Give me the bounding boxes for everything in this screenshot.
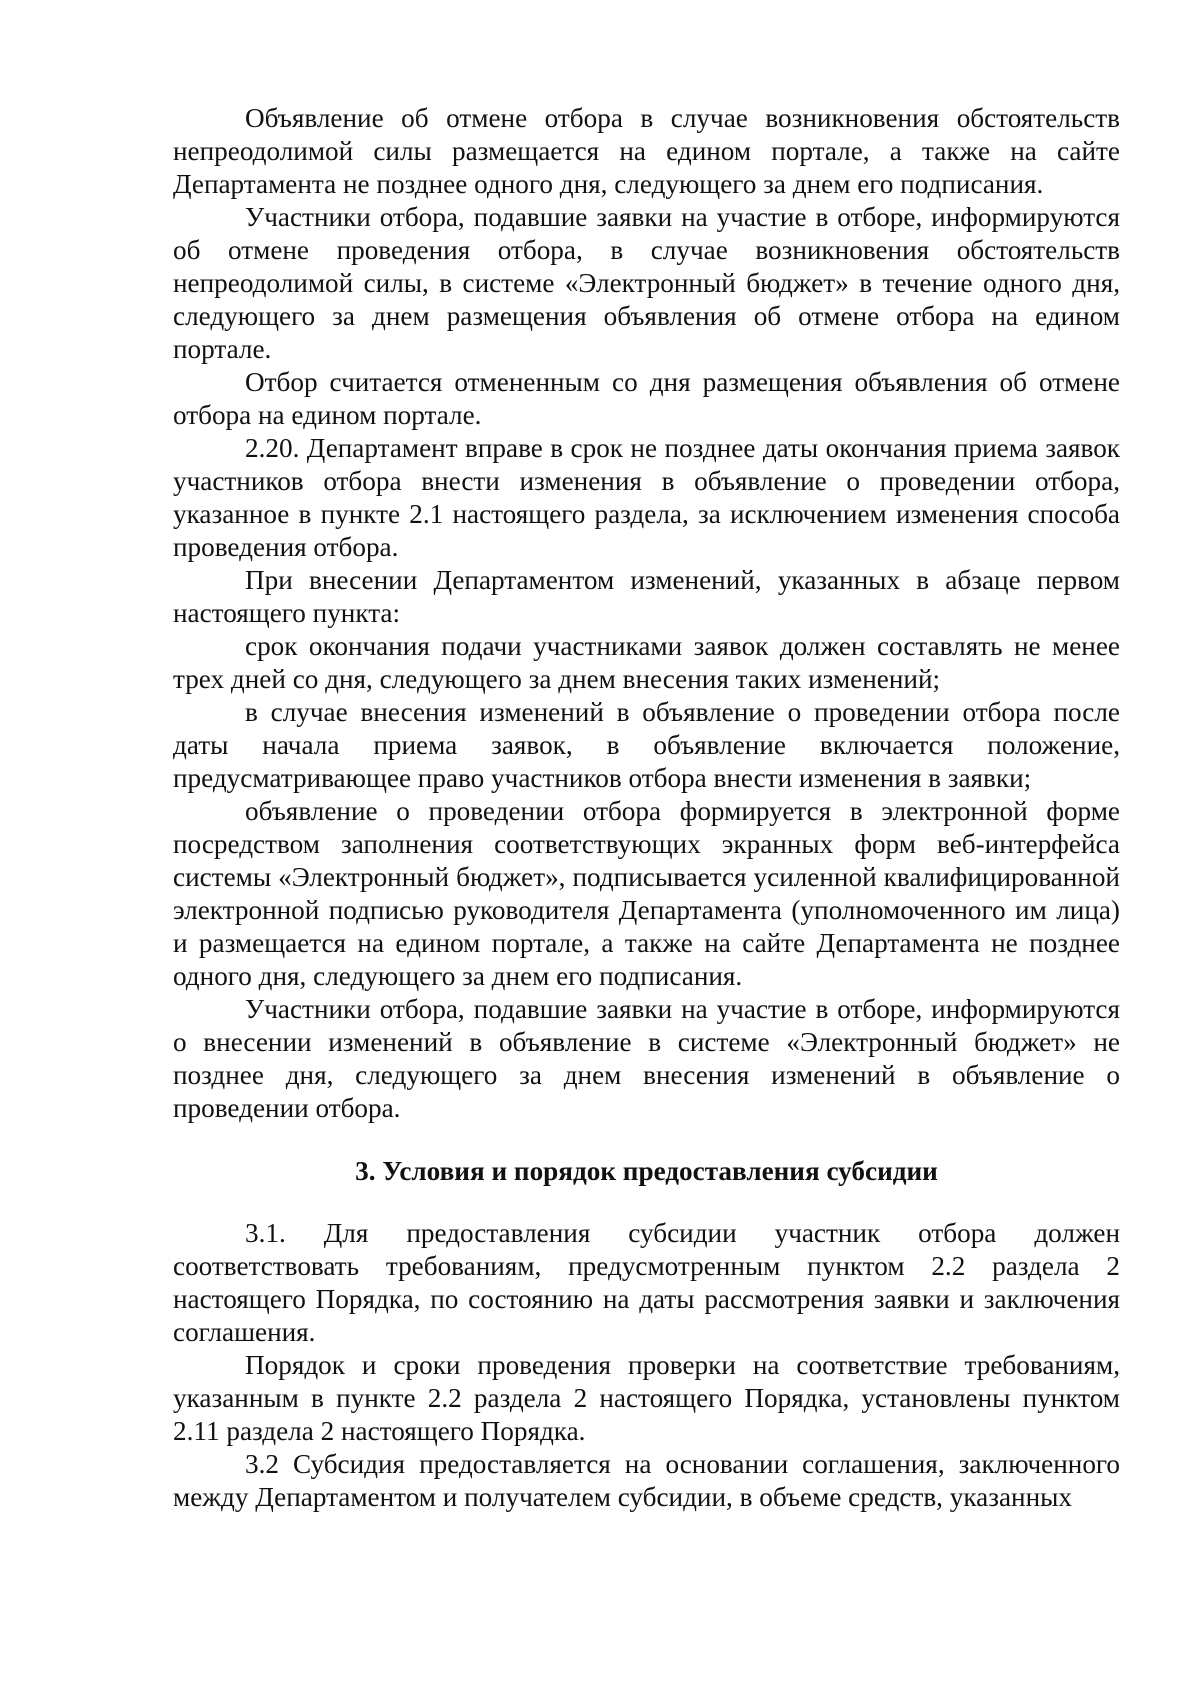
paragraph-participants-informed-of-cancellation: Участники отбора, подавшие заявки на участие в отборе, информируются об отмене проведения отбора, в случае возникновения обстоятельств непреодолимой силы, в системе «Электронный бюджет» в течение одного дня, следующего за днем размещения объявления об отмене отбора на едином портале. — [173, 202, 1120, 364]
paragraph-clause-3-1: 3.1. Для предоставления субсидии участник отбора должен соответствовать требованиям, предусмотренным пунктом 2.2 раздела 2 настоящего Порядка, по состоянию на даты рассмотрения заявки и заключения соглашения. — [173, 1218, 1120, 1347]
paragraph-electronic-announcement: объявление о проведении отбора формируется в электронной форме посредством заполнения соответствующих экранных форм веб-интерфейса системы «Электронный бюджет», подписывается усиленной квалифицированной электронной подписью руководителя Департамента (уполномоченного им лица) и размещается на едином портале, а также на сайте Департамента не позднее одного дня, следующего за днем его подписания. — [173, 796, 1120, 991]
paragraph-cancellation-announcement: Объявление об отмене отбора в случае возникновения обстоятельств непреодолимой силы размещается на едином портале, а также на сайте Департамента не позднее одного дня, следующего за днем его подписания. — [173, 103, 1120, 199]
document-page — [173, 102, 1120, 1514]
paragraph-clause-3-2: 3.2 Субсидия предоставляется на основании соглашения, заключенного между Департаментом и получателем субсидии, в объеме средств, указанных — [173, 1449, 1120, 1512]
paragraph-when-making-changes: При внесении Департаментом изменений, указанных в абзаце первом настоящего пункта: — [173, 565, 1120, 628]
paragraph-right-to-amend-applications: в случае внесения изменений в объявление о проведении отбора после даты начала приема заявок, в объявление включается положение, предусматривающее право участников отбора внести изменения в заявки; — [173, 697, 1120, 793]
paragraph-selection-considered-cancelled: Отбор считается отмененным со дня размещения объявления об отмене отбора на едином портале. — [173, 367, 1120, 430]
section-3-heading: 3. Условия и порядок предоставления субсидии — [355, 1156, 938, 1186]
paragraph-deadline-extension: срок окончания подачи участниками заявок должен составлять не менее трех дней со дня, следующего за днем внесения таких изменений; — [173, 631, 1120, 694]
paragraph-participants-informed-of-changes: Участники отбора, подавшие заявки на участие в отборе, информируются о внесении изменений в объявление в системе «Электронный бюджет» не позднее дня, следующего за днем внесения изменений в объявление о проведении отбора. — [173, 994, 1120, 1123]
paragraph-verification-procedure: Порядок и сроки проведения проверки на соответствие требованиям, указанным в пункте 2.2 раздела 2 настоящего Порядка, установлены пунктом 2.11 раздела 2 настоящего Порядка. — [173, 1350, 1120, 1446]
paragraph-clause-2-20: 2.20. Департамент вправе в срок не позднее даты окончания приема заявок участников отбора внести изменения в объявление о проведении отбора, указанное в пункте 2.1 настоящего раздела, за исключением изменения способа проведения отбора. — [173, 433, 1120, 562]
